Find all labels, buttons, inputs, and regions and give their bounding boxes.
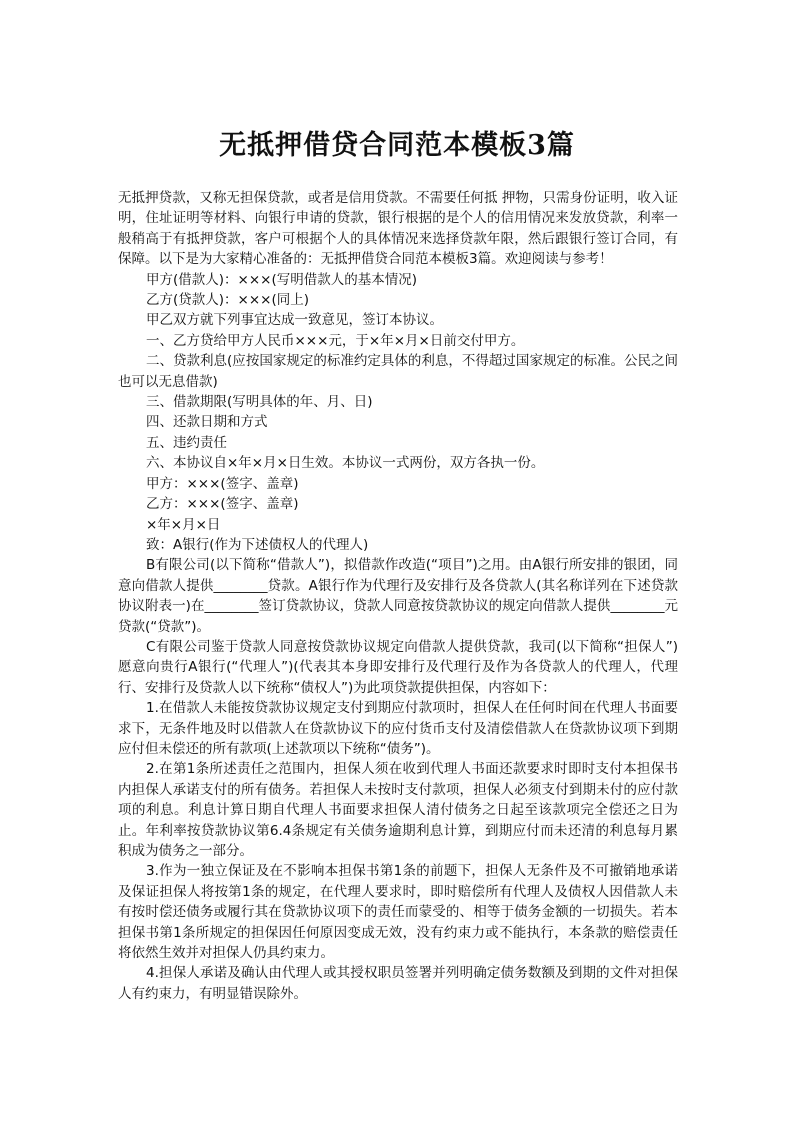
paragraph: 4.担保人承诺及确认由代理人或其授权职员签署并列明确定债务数额及到期的文件对担保人有约束力，有明显错误除外。 [118,965,678,1002]
document-title: 无抵押借贷合同范本模板3篇 [219,130,575,161]
paragraph: 1.在借款人未能按贷款协议规定支付到期应付款项时，担保人在任何时间在代理人书面要求下，无条件地及时以借款人在贷款协议下的应付货币支付及清偿借款人在贷款协议项下到期应付但未偿还的所有款项(上述款项以下统称“债务”)。 [118,700,678,757]
paragraph: C有限公司鉴于贷款人同意按贷款协议规定向借款人提供贷款，我司(以下简称“担保人”)愿意向贵行A银行(“代理人”)(代表其本身即安排行及代理行及作为各贷款人的代理人，代理行、安排行及贷款人以下统称“债权人”)为此项贷款提供担保，内容如下： [118,638,678,696]
paragraph: B有限公司(以下简称“借款人”)，拟借款作改造(“项目”)之用。由A银行所安排的银团，同意向借款人提供________贷款。A银行作为代理行及安排行及各贷款人(其名称详列在下述贷款协议附表一)在________签订贷款协议，贷款人同意按贷款协议的规定向借款人提供________元贷款(“贷款”)。 [118,557,678,635]
paragraph: 二、贷款利息(应按国家规定的标准约定具体的利息，不得超过国家规定的标准。公民之间也可以无息借款) [118,353,678,390]
paragraph: 一、乙方贷给甲方人民币×××元，于×年×月×日前交付甲方。 [146,332,525,349]
paragraph: 六、本协议自×年×月×日生效。本协议一式两份，双方各执一份。 [146,455,545,472]
paragraph: ×年×月×日 [146,516,221,533]
paragraph: 甲乙双方就下列事宜达成一致意见，签订本协议。 [146,312,443,329]
paragraph: 3.作为一独立保证及在不影响本担保书第1条的前题下，担保人无条件及不可撤销地承诺及保证担保人将按第1条的规定，在代理人要求时，即时赔偿所有代理人及债权人因借款人未有按时偿还债务或履行其在贷款协议项下的责任而蒙受的、相等于债务金额的一切损失。若本担保书第1条所规定的担保因任何原因变成无效，没有约束力或不能执行，本条款的赔偿责任将依然生效并对担保人仍具约束力。 [118,863,678,962]
paragraph: 乙方：×××(签字、盖章) [146,496,299,513]
paragraph: 无抵押贷款，又称无担保贷款，或者是信用贷款。不需要任何抵 押物，只需身份证明，收入证明，住址证明等材料、向银行申请的贷款，银行根据的是个人的信用情况来发放贷款，利率一般稍高于有抵押贷款，客户可根据个人的具体情况来选择贷款年限，然后跟银行签订合同，有保障。以下是为大家精心准备的：无抵押借贷合同范本模板3篇。欢迎阅读与参考！ [118,190,678,268]
paragraph: 三、借款期限(写明具体的年、月、日) [146,394,373,411]
paragraph: 四、还款日期和方式 [146,414,268,431]
paragraph: 甲方：×××(签字、盖章) [146,475,299,492]
paragraph: 乙方(贷款人)：×××(同上) [146,292,310,309]
paragraph: 2.在第1条所述责任之范围内，担保人须在收到代理人书面还款要求时即时支付本担保书内担保人承诺支付的所有债务。若担保人未按时支付款项，担保人必须支付到期未付的应付款项的利息。利息计算日期自代理人书面要求担保人清付债务之日起至该款项完全偿还之日为止。年利率按贷款协议第6.4条规定有关债务逾期利息计算，到期应付而未还清的利息每月累积成为债务之一部分。 [118,761,678,859]
paragraph: 五、违约责任 [146,434,227,451]
paragraph: 致：A银行(作为下述债权人的代理人) [146,536,369,553]
paragraph: 甲方(借款人)：×××(写明借款人的基本情况) [146,271,418,288]
document-body [118,188,678,1004]
